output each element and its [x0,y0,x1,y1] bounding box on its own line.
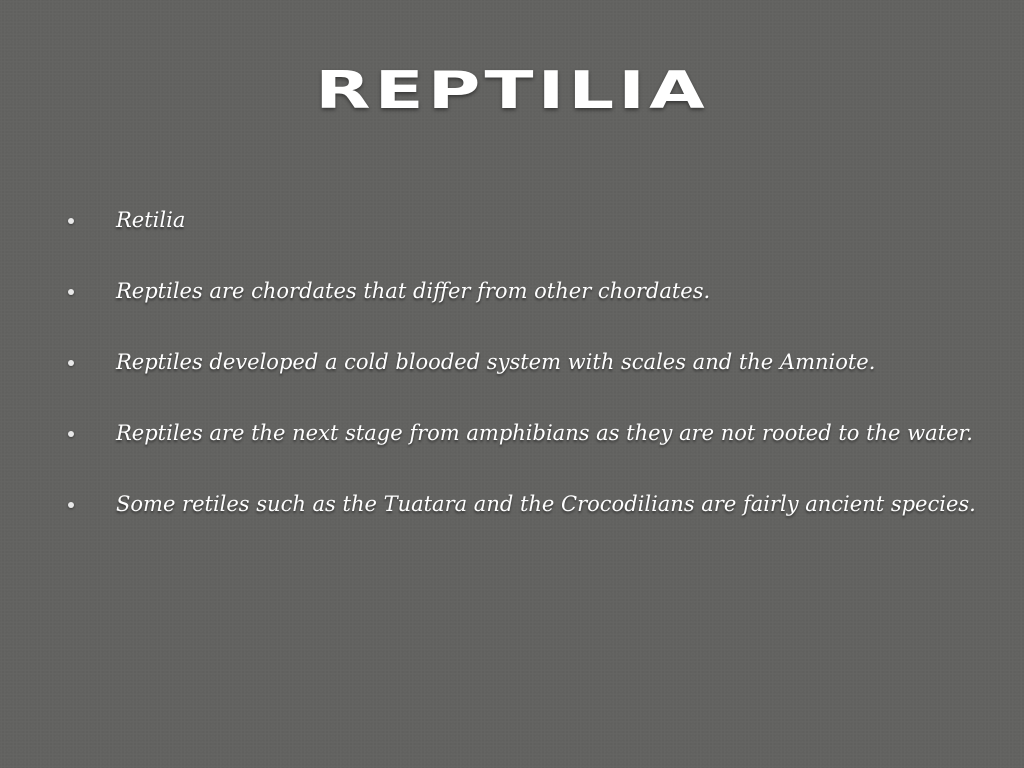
bullet-item [68,340,1008,411]
bullet-dot-icon [68,360,74,366]
bullet-dot-icon [68,218,74,224]
bullet-dot-icon [68,502,74,508]
bullet-dot-icon [68,431,74,437]
bullet-text: Retilia [116,208,186,232]
bullet-dot-icon [68,289,74,295]
bullet-text: Some retiles such as the Tuatara and the Crocodilians are fairly ancient species. [116,492,976,516]
bullet-item [68,269,1008,340]
bullet-text: Reptiles developed a cold blooded system with scales and the Amniote. [116,350,876,374]
bullet-item [68,198,1008,269]
bullet-item [68,482,1008,553]
bullet-list [68,198,1008,553]
slide-title: REPTILIA [315,61,709,121]
bullet-text: Reptiles are chordates that differ from other chordates. [116,279,711,303]
bullet-item [68,411,1008,482]
bullet-text: Reptiles are the next stage from amphibians as they are not rooted to the water. [116,421,973,445]
